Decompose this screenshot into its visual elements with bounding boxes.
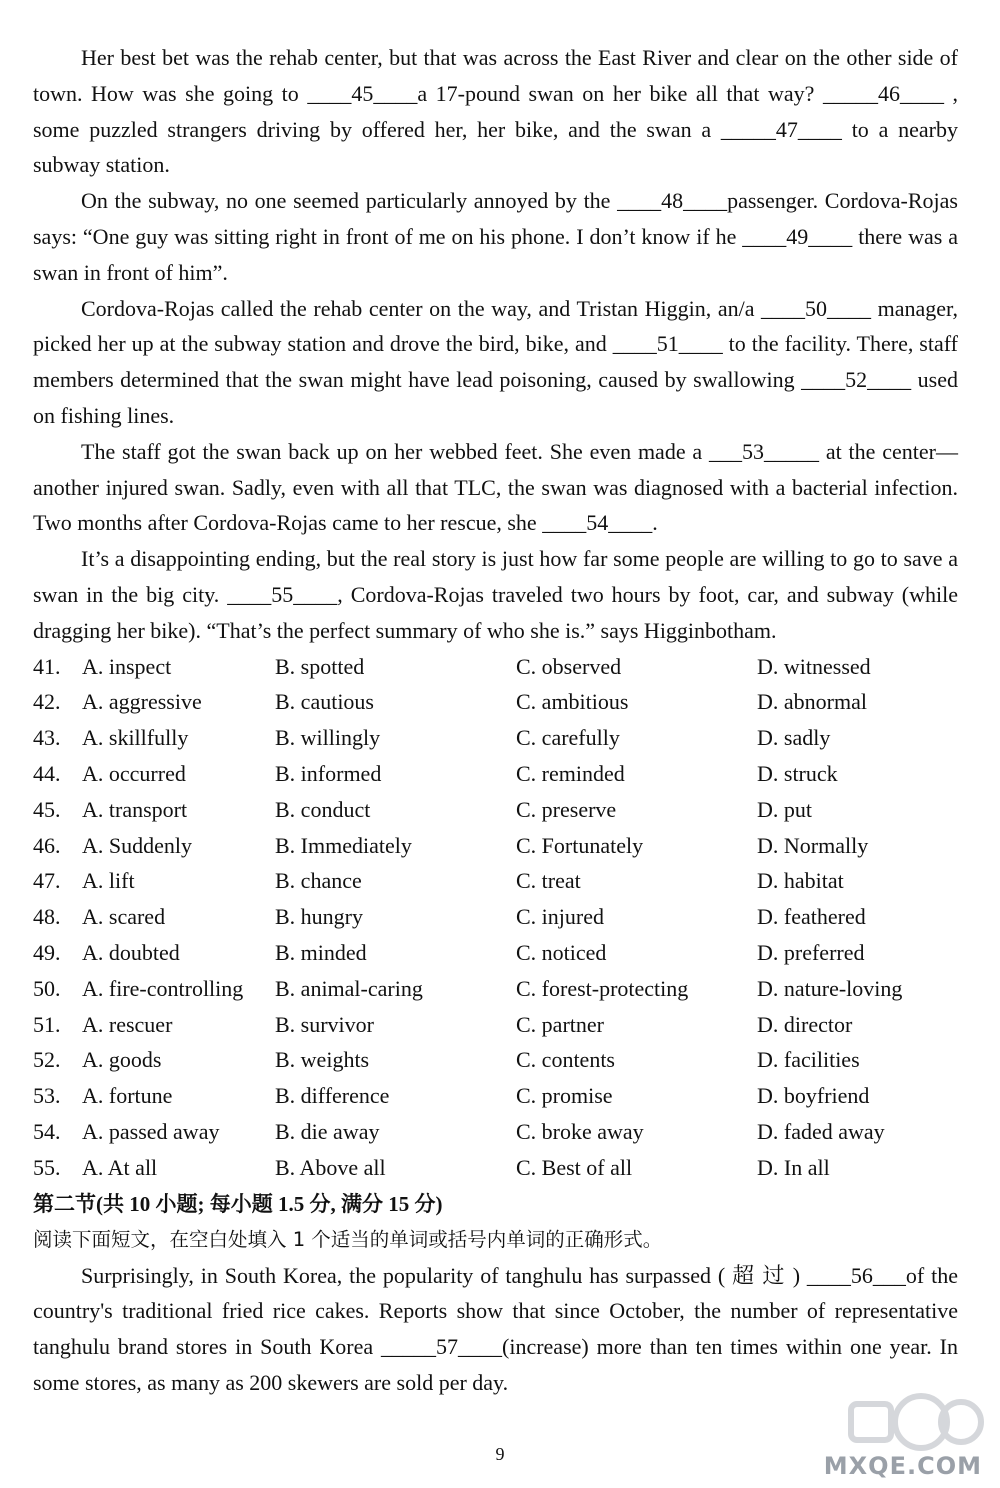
option-b: B. hungry	[275, 904, 363, 930]
option-row	[33, 1150, 958, 1186]
option-b: B. animal-caring	[275, 975, 423, 1001]
option-d: D. Normally	[757, 832, 869, 858]
option-b: B. informed	[275, 760, 382, 786]
question-number: 49.	[33, 939, 61, 965]
option-row	[33, 649, 958, 685]
option-d: D. struck	[757, 760, 838, 786]
page-number: 9	[495, 1444, 505, 1464]
passage-paragraph-4: The staff got the swan back up on her webbed feet. She even made a ___53_____ at the center—another injured swan. Sadly, even with all that TLC, the swan was diagnosed with a bacterial infection. Two months after Cordova-Rojas came to her rescue, she ____54____.	[33, 438, 958, 536]
option-c: C. noticed	[516, 939, 607, 965]
option-d: D. witnessed	[757, 653, 871, 679]
option-d: D. put	[757, 796, 812, 822]
option-d: D. In all	[757, 1154, 830, 1180]
option-c: C. ambitious	[516, 689, 629, 715]
option-a: A. doubted	[82, 939, 180, 965]
option-c: C. Fortunately	[516, 832, 644, 858]
option-c: C. treat	[516, 868, 581, 894]
answer-options	[33, 649, 958, 1186]
option-b: B. minded	[275, 939, 367, 965]
question-number: 41.	[33, 653, 61, 679]
document-page	[33, 40, 958, 1401]
section-heading: 第二节(共 10 小题; 每小题 1.5 分, 满分 15 分)	[33, 1191, 443, 1216]
option-c: C. carefully	[516, 725, 620, 751]
question-number: 53.	[33, 1083, 61, 1109]
passage-paragraph-5: It’s a disappointing ending, but the real story is just how far some people are willing to go to save a swan in the big city. ____55____, Cordova-Rojas traveled two hours by foot, car, and subway (while dragging her bike). “That’s the perfect summary of who she is.” says Higginbotham.	[33, 546, 958, 643]
option-b: B. difference	[275, 1083, 390, 1109]
option-d: D. faded away	[757, 1118, 885, 1144]
question-number: 46.	[33, 832, 61, 858]
option-c: C. injured	[516, 904, 604, 930]
option-row	[33, 1007, 958, 1043]
option-d: D. boyfriend	[757, 1083, 870, 1109]
option-row	[33, 1042, 958, 1078]
option-c: C. contents	[516, 1047, 615, 1073]
option-row	[33, 684, 958, 720]
question-number: 50.	[33, 975, 61, 1001]
question-number: 55.	[33, 1154, 61, 1180]
option-b: B. cautious	[275, 689, 374, 715]
option-a: A. Suddenly	[82, 832, 192, 858]
option-b: B. survivor	[275, 1011, 374, 1037]
question-number: 45.	[33, 796, 61, 822]
question-number: 43.	[33, 725, 61, 751]
question-number: 48.	[33, 904, 61, 930]
option-a: A. occurred	[82, 760, 186, 786]
option-b: B. die away	[275, 1118, 380, 1144]
option-c: C. partner	[516, 1011, 604, 1037]
option-d: D. abnormal	[757, 689, 867, 715]
option-a: A. passed away	[82, 1118, 220, 1144]
option-b: B. spotted	[275, 653, 365, 679]
option-d: D. preferred	[757, 939, 865, 965]
question-number: 47.	[33, 868, 61, 894]
option-a: A. goods	[82, 1047, 162, 1073]
question-number: 54.	[33, 1118, 61, 1144]
option-d: D. feathered	[757, 904, 866, 930]
option-c: C. reminded	[516, 760, 625, 786]
option-a: A. skillfully	[82, 725, 189, 751]
option-row	[33, 935, 958, 971]
option-row	[33, 792, 958, 828]
option-c: C. preserve	[516, 796, 617, 822]
option-row	[33, 971, 958, 1007]
passage-paragraph-3: Cordova-Rojas called the rehab center on the way, and Tristan Higgin, an/a ____50____ manager, picked her up at the subway station and drove the bird, bike, and ____51____ to the facility. There, staff members determined that the swan might have lead poisoning, caused by swallowing ____52____ used on fishing lines.	[33, 295, 958, 428]
option-c: C. forest-protecting	[516, 975, 689, 1001]
option-a: A. At all	[82, 1154, 158, 1180]
question-number: 44.	[33, 760, 61, 786]
option-b: B. Immediately	[275, 832, 412, 858]
option-row	[33, 1114, 958, 1150]
option-b: B. conduct	[275, 796, 371, 822]
passage-paragraph-1: Her best bet was the rehab center, but that was across the East River and clear on the other side of town. How was she going to ____45____a 17-pound swan on her bike all that way? _____46____ , some puzzled strangers driving by offered her, her bike, and the swan a _____47____ to a nearby subway station.	[33, 45, 958, 178]
option-row	[33, 828, 958, 864]
question-number: 52.	[33, 1047, 61, 1073]
option-c: C. observed	[516, 653, 622, 679]
option-a: A. fire-controlling	[82, 975, 244, 1001]
watermark-text: MXQE.COM	[823, 1452, 982, 1480]
option-b: B. Above all	[275, 1154, 386, 1180]
option-c: C. broke away	[516, 1118, 644, 1144]
option-d: D. director	[757, 1011, 853, 1037]
passage-paragraph-2: On the subway, no one seemed particularly annoyed by the ____48____passenger. Cordova-Rojas says: “One guy was sitting right in front of me on his phone. I don’t know if he ____49____ there was a swan in front of him”.	[33, 188, 958, 285]
option-d: D. nature-loving	[757, 975, 903, 1001]
option-d: D. habitat	[757, 868, 844, 894]
option-d: D. facilities	[757, 1047, 860, 1073]
option-c: C. Best of all	[516, 1154, 633, 1180]
option-a: A. scared	[82, 904, 166, 930]
option-a: A. inspect	[82, 653, 172, 679]
question-number: 51.	[33, 1011, 61, 1037]
question-number: 42.	[33, 689, 61, 715]
option-a: A. lift	[82, 868, 135, 894]
option-b: B. chance	[275, 868, 362, 894]
option-a: A. aggressive	[82, 689, 202, 715]
option-d: D. sadly	[757, 725, 831, 751]
option-row	[33, 899, 958, 935]
option-a: A. fortune	[82, 1083, 173, 1109]
option-row	[33, 720, 958, 756]
option-row	[33, 756, 958, 792]
option-row	[33, 1078, 958, 1114]
option-a: A. transport	[82, 796, 188, 822]
option-a: A. rescuer	[82, 1011, 173, 1037]
option-row	[33, 863, 958, 899]
option-b: B. weights	[275, 1047, 370, 1073]
option-b: B. willingly	[275, 725, 381, 751]
section2-paragraph: Surprisingly, in South Korea, the popularity of tanghulu has surpassed ( 超 过 ) ____56___of the country's traditional fried rice cakes. Reports show that since October, the number of representative tanghulu brand stores in South Korea _____57____(increase) more than ten times within one year. In some stores, as many as 200 skewers are sold per day.	[33, 1262, 958, 1395]
section-instruction: 阅读下面短文，在空白处填入 1 个适当的单词或括号内单词的正确形式。	[33, 1227, 663, 1251]
option-c: C. promise	[516, 1083, 613, 1109]
